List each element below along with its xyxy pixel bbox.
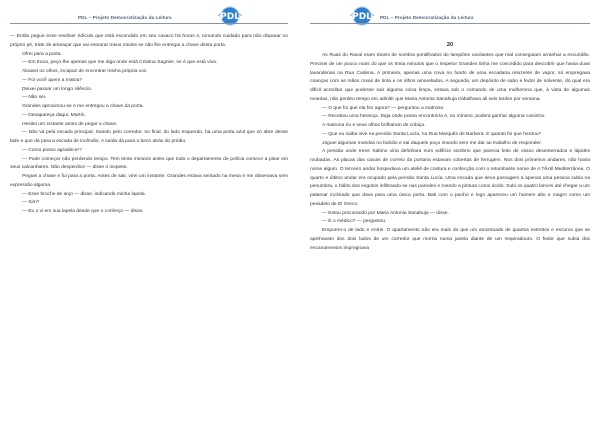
paragraph: Joguei algumas moedas no balcão e saí daquele poço imundo sem me dar ao trabalho de responder. <box>322 140 542 146</box>
paragraph: — Esse broche de anjo — disse, indicando minha lapela. <box>22 191 146 197</box>
right-body-text <box>310 52 590 253</box>
paragraph: Abaixei os olhos, incapaz de encontrar minha própria voz. <box>22 69 148 74</box>
paragraph: — Que eu saiba vive na pensão Santa Lucía, na Rua Marquês de Barberà. E quanto foi que herdou? <box>322 131 542 137</box>
paragraph: — Então pegue esse revólver ridículo que está escondido em seu casaco há horas e, tomando cuidado para não disparar no próprio pé, trate de ameaçar que vai estourar meus miolos se não lhe entregar a chave desta porta. <box>10 34 288 48</box>
paragraph: — Não sei. <box>22 95 47 101</box>
paragraph: Ofrei para a porta. <box>22 51 62 57</box>
paragraph: Peguei a chave e fui para a porta. Antes de sair, virei um instante. Grandes estava sentado na mesa e me observava sem expressão alguma. <box>10 174 288 188</box>
paragraph: — Em troca, peço-lhe apenas que me diga onde está Cristina Sagnier, se é que está viva. <box>22 60 218 66</box>
paragraph: — É o médico? — perguntou. <box>322 219 387 225</box>
paragraph: — Desapareça daqui, Martín. <box>22 112 86 118</box>
header-divider <box>10 23 288 24</box>
svg-text:PDL: PDL <box>352 12 372 22</box>
paragraph: — Recebeu uma herança. Diga onde posso encontrá-la e, no mínimo, poderá ganhar alguma coisinha. <box>322 114 546 120</box>
header-divider <box>310 23 590 24</box>
paragraph: — Estou procurando por Maria Antonia Sanahuja — disse. <box>322 210 449 216</box>
paragraph: — Como posso agradecer? <box>22 147 82 153</box>
paragraph: — Foi você quem a matou? <box>22 77 83 83</box>
svg-text:PDL: PDL <box>220 12 240 22</box>
page-header <box>310 0 590 30</box>
paragraph: — Pode começar não perdendo tempo. Tem trinta minutos antes que todo o departamento de polícia comece a pisar em seus calcanhares. Não desperdice — disse o inspetor. <box>10 156 288 171</box>
left-body-text <box>10 30 288 217</box>
header-title: PDL – Projeto Democratização da Leitura <box>380 15 474 20</box>
paragraph: A matrona riu e seus olhos brilharam de cobiça. <box>322 123 426 128</box>
paragraph: — Sim? <box>22 200 40 206</box>
paragraph: — Não vá pela escada principal. Saindo pelo corredor, no final, do lado esquerdo, há uma porta azul que só abre desse lado e que dá para a escada de incêndio. A saída dá para o beco atrás do prédio. <box>10 130 288 144</box>
right-page <box>300 0 600 424</box>
paragraph: Hesitei um instante antes de pegar a chave. <box>22 121 118 127</box>
paragraph: Deixei passar um longo silêncio. <box>22 86 93 92</box>
paragraph: Empurrei-o de lado e entrei. O apartamento não era mais do que um amontoado de quartos estreitos e escuros que se apinhavam dos dois lados de um corredor que morria numa janela diante de um respiradouro. O fedor que subia dos encanamentos impregnava <box>310 228 590 251</box>
header-title: PDL – Projeto Democratização da Leitura <box>78 15 172 20</box>
paragraph: A pensão onde Irene Sabino viria definhara num edifício sombrio que parecia feito de ossos desenterrados e lápides roubadas. As placas das caixas de correio da portaria estavam cobertas de ferrugem. Nos dois primeiros andares, não havia nome algum. O terceiro andar hospedava um ateliê de costura e confecção com o retumbante nome de A Têxtil Mediterrânea. O quarto e último andar era ocupado pela pensão Santa Lucía. Uma escada que deva passagem a apenas uma pessoa subia na penumbra, o hálito dos esgotos infiltrando-se nas paredes e roendo a pintura como ácido. Subi os quatro lances até chegar a um patamar inclinado que dava para uma única porta. Bati com o punho e logo apareceu um homem alto e magro como um pesadelo de El Greco. <box>310 149 590 207</box>
page-header <box>10 0 288 30</box>
paragraph: As Ruas do Raval eram túneis de sombra pontilhados de lampiões vacilantes que mal conseguiam arranhar a escuridão. Precisei de um pouco mais do que os trinta minutos que o inspetor Grandes tinha me concedido para descobrir que havia duas lavanderias na Rua Cadena. A primeira, apenas uma cova no fundo de uma escadaria reluzente de vapor, só empregava crianças com as mãos roxas de tinta e os olhos amarelados. A segunda, um depósito de sabo e fedor de solvente, do qual era difícil acreditar que pudesse sair alguma coisa limpa, estava sob o comando de uma mulherona que, à vista de algumas moedas, não perdeu tempo em admitir que Maria Antonia Sanahuja trabalhava ali seis tardes por semana. <box>310 53 590 102</box>
paragraph: — O que foi que ela fez agora? — perguntou a matrona. <box>322 105 445 111</box>
page-number: 20 <box>446 42 454 48</box>
paragraph: — Eu o vi em sua lapela desde que o conheço — disse. <box>22 209 144 214</box>
paragraph: Grandes aproximou-se e me entregou a chave da porta. <box>22 104 144 109</box>
